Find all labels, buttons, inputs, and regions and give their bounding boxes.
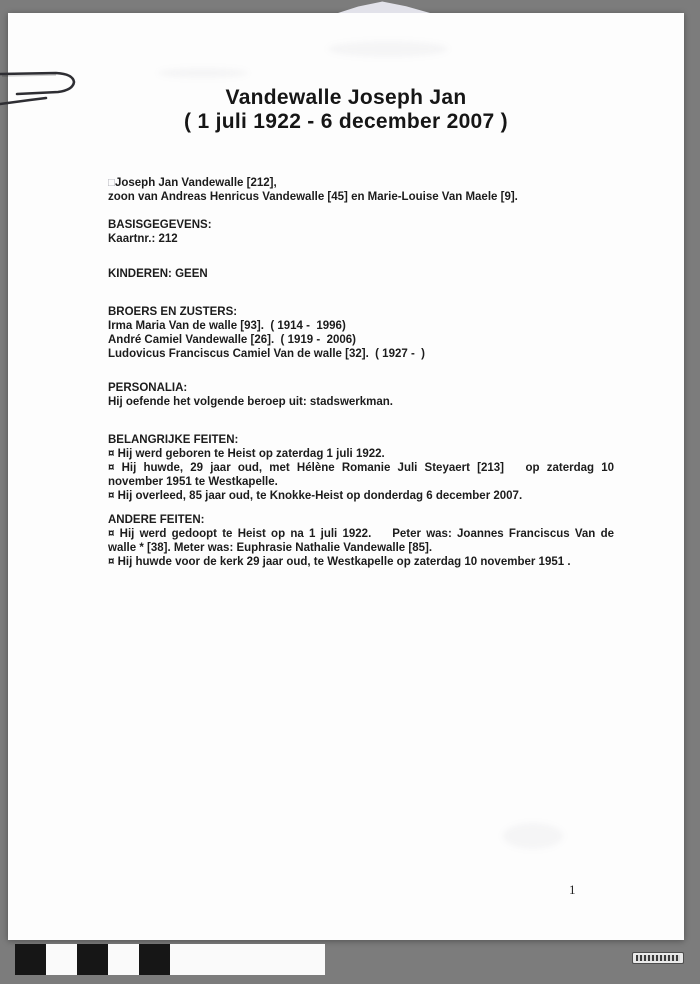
- feit-line: walle * [38]. Meter was: Euphrasie Nathalie Vandewalle [85].: [108, 542, 433, 554]
- sibling-line: Ludovicus Franciscus Camiel Van de walle [32]. ( 1927 - ): [108, 348, 426, 360]
- section-heading: ANDERE FEITEN:: [108, 514, 205, 526]
- sibling-line: André Camiel Vandewalle [26]. ( 1919 - 2006): [108, 334, 356, 346]
- document-title: [8, 86, 684, 134]
- feit-line: ¤ Hij huwde, 29 jaar oud, met Hélène Romanie Juli Steyaert [213] op zaterdag 10: [108, 462, 614, 474]
- feit-line: ¤ Hij werd geboren te Heist op zaterdag 1 juli 1922.: [108, 448, 385, 460]
- calibration-white-bar: [170, 944, 325, 975]
- section-heading: BASISGEGEVENS:: [108, 219, 212, 231]
- title-dates: ( 1 juli 1922 - 6 december 2007 ): [184, 110, 508, 133]
- calibration-square: [108, 944, 139, 975]
- title-name: Vandewalle Joseph Jan: [225, 86, 467, 109]
- section-belangrijke-feiten: [108, 433, 614, 503]
- feit-line: ¤ Hij werd gedoopt te Heist op na 1 juli 1922. Peter was: Joannes Franciscus Van de: [108, 528, 614, 540]
- sibling-line: Irma Maria Van de walle [93]. ( 1914 - 1996): [108, 320, 346, 332]
- calibration-strip: [15, 944, 325, 975]
- feit-line: ¤ Hij huwde voor de kerk 29 jaar oud, te Westkapelle op zaterdag 10 november 1951 .: [108, 556, 571, 568]
- page-number: 1: [569, 882, 576, 897]
- scan-smudge: [328, 41, 448, 57]
- intro-line-2: zoon van Andreas Henricus Vandewalle [45] en Marie-Louise Van Maele [9].: [108, 191, 518, 203]
- section-heading: BROERS EN ZUSTERS:: [108, 306, 238, 318]
- kaartnr-line: Kaartnr.: 212: [108, 233, 178, 245]
- section-heading: PERSONALIA:: [108, 382, 188, 394]
- section-andere-feiten: [108, 513, 614, 569]
- beroep-line: Hij oefende het volgende beroep uit: stadswerkman.: [108, 396, 394, 408]
- barcode-icon: [636, 955, 680, 961]
- calibration-square: [46, 944, 77, 975]
- section-kinderen: [108, 267, 614, 281]
- barcode-sticker: [632, 952, 684, 964]
- section-basisgegevens: [108, 218, 614, 246]
- calibration-square: [15, 944, 46, 975]
- section-heading: BELANGRIJKE FEITEN:: [108, 434, 239, 446]
- feit-line: ¤ Hij overleed, 85 jaar oud, te Knokke-Heist op donderdag 6 december 2007.: [108, 490, 523, 502]
- intro-line-1: [108, 176, 614, 190]
- feit-line: november 1951 te Westkapelle.: [108, 476, 278, 488]
- document-page: [8, 13, 684, 940]
- calibration-square: [139, 944, 170, 975]
- person-name-line: Joseph Jan Vandewalle [212],: [114, 177, 277, 189]
- paperclip-icon: [0, 62, 88, 114]
- scan-smudge: [503, 823, 563, 849]
- paper-edge-notch: [338, 0, 430, 13]
- calibration-square: [77, 944, 108, 975]
- checkbox-glyph: □: [108, 177, 115, 189]
- section-heading: KINDEREN: GEEN: [108, 268, 208, 280]
- section-personalia: [108, 381, 614, 409]
- scan-smudge: [158, 68, 248, 78]
- section-broers-en-zusters: [108, 305, 614, 361]
- section-intro: [108, 176, 614, 204]
